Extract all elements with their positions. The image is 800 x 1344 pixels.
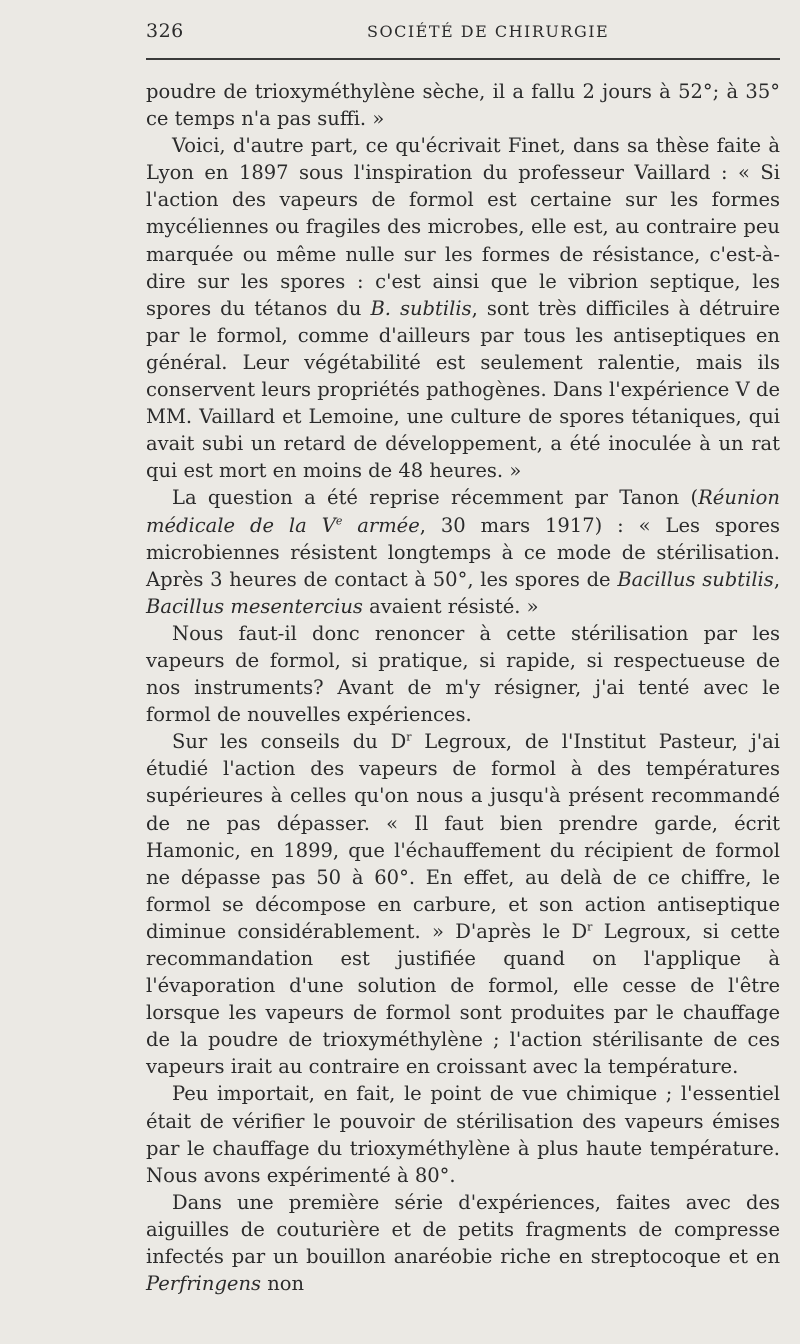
paragraph-5-end: Legroux, si cette recommandation est justifiée quand on l'applique à l'évaporation d'une solution de formol, elle cesse de l'être lorsque les vapeurs de formol sont produites par le chauffage de la poudre de trioxyméthylène ; l'action stérilisante de ces vapeurs irait au contraire en croissant avec la température. [146,919,780,1079]
paragraph-7-text: Dans une première série d'expériences, faites avec des aiguilles de couturière et de petits fragments de compresse infectés par un bouillon anaréobie riche en streptocoque et en [146,1190,780,1269]
species-name: Bacillus mesentercius [146,594,363,618]
reference-superscript: e [335,514,343,527]
paragraph-3-end: avaient résisté. » [362,594,539,618]
paragraph-5-text: Sur les conseils du D [172,730,407,754]
paragraph-7 [146,1189,780,1297]
doctor-superscript: r [406,730,412,744]
reference-title-end: armée [342,513,420,537]
species-name: Perfringens [146,1272,262,1296]
paragraph-3-middle: , 30 mars 1917) : « Les spores microbiennes résistent longtemps à ce mode de stérilisation. Après 3 heures de contact à 50°, les spores de [146,513,781,591]
paragraph-7-end: non [261,1272,305,1296]
paragraph-5 [146,728,780,1080]
doctor-superscript: r [587,920,593,934]
species-name: B. subtilis [370,296,472,320]
paragraph-2 [146,132,780,484]
paragraph-4: Nous faut-il donc renoncer à cette stérilisation par les vapeurs de formol, si pratique, si rapide, si respectueuse de nos instruments? Avant de m'y résigner, j'ai tenté avec le formol de nouvelles expériences. [146,621,780,727]
page-number: 326 [146,20,184,42]
page-header [0,16,800,44]
paragraph-2-continuation: , sont très difficiles à détruire par le formol, comme d'ailleurs par tous les antiseptiques en général. Leur végétabilité est seulement ralentie, mais ils conservent leurs propriétés pathogènes. Dans l'expérience V de MM. Vaillard et Lemoine, une culture de spores tétaniques, qui avait subi un retard de développement, a été inoculée à un rat qui est mort en moins de 48 heures. » [146,296,780,483]
paragraph-5-body: Legroux, de l'Institut Pasteur, j'ai étudié l'action des vapeurs de formol à des températures supérieures à celles qu'on nous a jusqu'à présent recommandé de ne pas dépasser. « Il faut bien prendre garde, écrit Hamonic, en 1899, que l'échauffement du récipient de formol ne dépasse pas 50 à 60°. En effet, au delà de ce chiffre, le formol se décompose en carbure, et son action antiseptique diminue considérablement. » D'après le D [146,730,780,943]
paragraph-2-text: Voici, d'autre part, ce qu'écrivait Finet, dans sa thèse faite à Lyon en 1897 sous l'inspiration du professeur Vaillard : « Si l'action des vapeurs de formol est certaine sur les formes mycéliennes ou fragiles des microbes, elle est, au contraire peu marquée ou même nulle sur les formes de résistance, c'est-à-dire sur les spores : c'est ainsi que le vibrion septique, les spores du tétanos du [146,134,780,320]
running-title: SOCIÉTÉ DE CHIRURGIE [367,22,610,41]
paragraph-3-text: La question a été reprise récemment par Tanon ( [172,486,699,510]
reference-title-text: Réunion médicale de la V [146,486,780,537]
paragraph-1: poudre de trioxyméthylène sèche, il a fallu 2 jours à 52°; à 35° ce temps n'a pas suffi. » [146,80,780,131]
header-rule [146,58,780,60]
species-name: Bacillus subtilis [617,567,774,591]
paragraph-6: Peu importait, en fait, le point de vue chimique ; l'essentiel était de vérifier le pouvoir de stérilisation des vapeurs émises par le chauffage du trioxyméthylène à plus haute température. Nous avons expérimenté à 80°. [146,1082,780,1187]
separator: , [773,567,781,591]
body-text [146,78,780,1297]
paragraph-3 [146,484,780,619]
